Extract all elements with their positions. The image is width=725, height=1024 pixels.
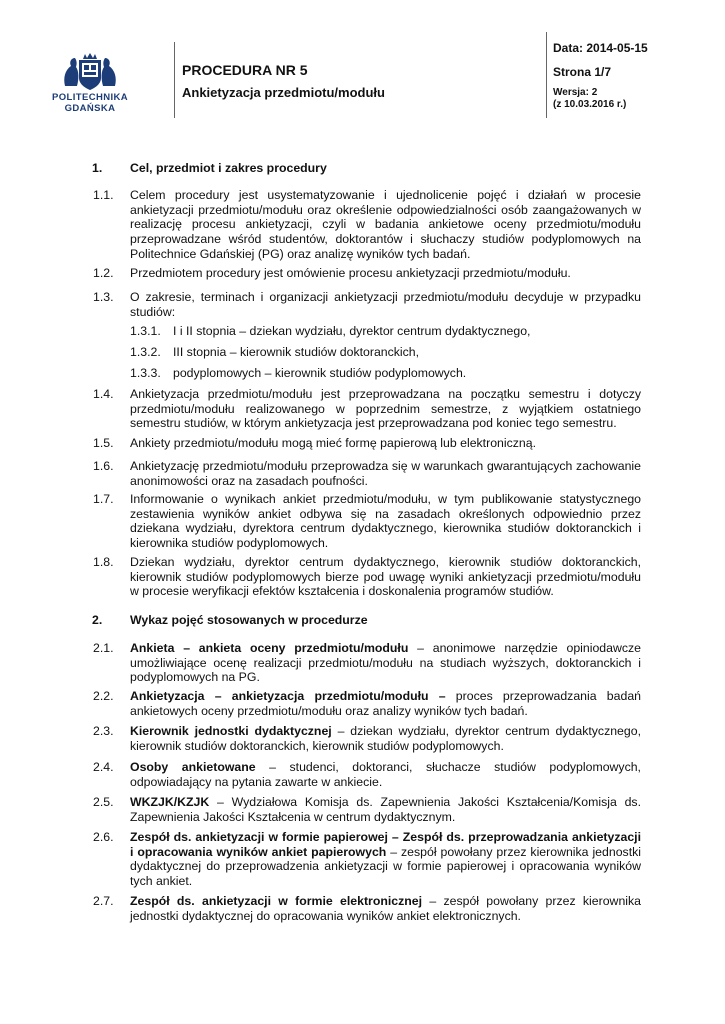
item-number: 2.2. [93,689,114,703]
definition-item [93,760,641,789]
item-text [130,795,641,824]
item-text: Ankietyzację przedmiotu/modułu przeprowadza się w warunkach gwarantujących zachowanie anonimowości oraz na zasadach poufności. [130,459,641,488]
item-text [130,894,641,923]
item-text: Informowanie o wynikach ankiet przedmiotu/modułu, w tym publikowanie statystycznego zestawienia wyników ankiet odbywa się na zasadach określonych odpowiednio przez dziekana wydziału, dyrektora centrum dydaktycznego, kierownika studiów doktoranckich i kierownika studiów podyplomowych. [130,492,641,551]
document-date: Data: 2014-05-15 [553,41,648,55]
item-text: Przedmiotem procedury jest omówienie procesu ankietyzacji przedmiotu/modułu. [130,266,571,280]
sub-list-item [130,366,466,381]
item-number: 2.5. [93,795,114,809]
item-text [130,641,641,685]
logo-line-1: POLITECHNIKA [52,92,129,103]
definition-item [93,689,641,718]
item-number: 2.4. [93,760,114,774]
sub-list-item [130,345,419,360]
sub-item-number: 1.3.1. [130,324,161,338]
item-number: 1.7. [93,492,114,506]
definition-term: Zespół ds. ankietyzacji w formie papierowej – Zespół ds. przeprowadzania ankietyzacji i opracowania wyników ankiet papierowych [130,830,641,859]
item-number: 2.1. [93,641,114,655]
item-number: 1.2. [93,266,114,280]
item-text [130,689,641,718]
list-item [93,266,641,281]
item-text [130,724,641,753]
item-number: 2.3. [93,724,114,738]
section-1-heading [92,161,327,175]
definition-text: – zespół powołany przez kierownika jednostki dydaktycznej do przeprowadzenia ankietyzacji w formie papierowej i opracowania wyników tych ankiet. [130,844,641,889]
section-number: 1. [92,161,103,175]
list-item [93,387,641,431]
header-divider-left [174,42,175,118]
definition-term: Kierownik jednostki dydaktycznej [130,724,332,738]
list-item [93,290,641,319]
logo-line-2: GDAŃSKA [64,103,116,114]
list-item [93,492,641,551]
header-divider-right [546,32,547,118]
procedure-title: PROCEDURA NR 5 [182,62,308,78]
list-item [93,436,641,451]
sub-item-text: podyplomowych – kierownik studiów podyplomowych. [173,366,467,380]
sub-item-text: III stopnia – kierownik studiów doktoranckich, [173,345,420,359]
item-text: Dziekan wydziału, dyrektor centrum dydaktycznego, kierownik studiów doktoranckich, kierownik studiów podyplomowych bierze pod uwagę wyniki ankietyzacji przedmiotu/modułu w procesie weryfikacji efektów kształcenia i doskonalenia programów studiów. [130,555,641,599]
item-text: Ankiety przedmiotu/modułu mogą mieć formę papierową lub elektroniczną. [130,436,536,450]
item-text [130,760,641,789]
definition-text: – anonimowe narzędzie opiniodawcze umożliwiające ocenę realizacji przedmiotu/modułu na studiach wyższych, doktoranckich i podyplomowych na PG. [130,641,641,685]
item-text: Celem procedury jest usystematyzowanie i ujednolicenie pojęć i działań w procesie ankietyzacji przedmiotu/modułu oraz określenie odpowiedzialności osób zaangażowanych w realizację procesu ankietyzacji, czyli w badania ankietowe oceny przedmiotu/modułu przeprowadzane wśród studentów, doktorantów i słuchaczy studiów podyplomowych na Politechnice Gdańskiej (PG) oraz analizę wyników tych badań. [130,188,641,261]
item-number: 2.6. [93,830,114,844]
sub-item-number: 1.3.3. [130,366,161,380]
list-item [93,188,641,262]
item-text: O zakresie, terminach i organizacji ankietyzacji przedmiotu/modułu decyduje w przypadku studiów: [130,290,641,319]
sub-list-item [130,324,530,339]
sub-item-number: 1.3.2. [130,345,161,359]
item-text [130,830,641,889]
list-item [93,555,641,599]
definition-term: Osoby ankietowane [130,760,256,774]
section-title: Wykaz pojęć stosowanych w procedurze [130,613,368,627]
item-number: 1.3. [93,290,114,304]
politechnika-gdanska-logo [52,52,128,126]
definition-item [93,830,641,889]
definition-text: – zespół powołany przez kierownika jednostki dydaktycznej do opracowania wyników ankiet elektronicznych. [130,894,641,923]
definition-text: – dziekan wydziału, dyrektor centrum dydaktycznego, kierownik studiów doktoranckich, kierownik studiów podyplomowych. [130,724,641,753]
section-2-heading [92,613,368,627]
version-date: (z 10.03.2016 r.) [553,99,627,110]
definition-term: WKZJK/KZJK [130,795,210,809]
procedure-subtitle: Ankietyzacja przedmiotu/modułu [182,85,385,100]
definition-term: Ankietyzacja – ankietyzacja przedmiotu/modułu – [130,689,446,703]
definition-term: Ankieta – ankieta oceny przedmiotu/modułu [130,641,409,655]
sub-item-text: I i II stopnia – dziekan wydziału, dyrektor centrum dydaktycznego, [173,324,531,338]
crest-icon [59,52,121,92]
definition-item [93,894,641,923]
item-number: 1.4. [93,387,114,401]
section-title: Cel, przedmiot i zakres procedury [130,161,327,175]
section-number: 2. [92,613,103,627]
definition-item [93,641,641,685]
item-number: 1.8. [93,555,114,569]
item-number: 1.5. [93,436,114,450]
document-version [553,87,626,111]
item-number: 1.1. [93,188,114,202]
definition-text: proces przeprowadzania badań ankietowych oceny przedmiotu/modułu oraz analizy wyników tych badań. [130,689,641,718]
list-item [93,459,641,488]
item-text: Ankietyzacja przedmiotu/modułu jest przeprowadzana na początku semestru i dotyczy przedmiotu/modułu realizowanego w poprzednim semestrze, z wyjątkiem ostatniego semestru studiów, w którym ankietyzacja jest przeprowadzana pod koniec tego semestru. [130,387,641,431]
version-label: Wersja: 2 [553,87,598,98]
definition-item [93,795,641,824]
item-number: 1.6. [93,459,114,473]
definition-text: – studenci, doktoranci, słuchacze studiów podyplomowych, odpowiadający na pytania zawarte w ankiecie. [130,760,641,789]
definition-item [93,724,641,753]
definition-text: – Wydziałowa Komisja ds. Zapewnienia Jakości Kształcenia/Komisja ds. Zapewnienia Jakości Kształcenia w centrum dydaktycznym. [130,795,641,824]
item-number: 2.7. [93,894,114,908]
page-number: Strona 1/7 [553,65,612,79]
definition-term: Zespół ds. ankietyzacji w formie elektronicznej [130,894,423,908]
